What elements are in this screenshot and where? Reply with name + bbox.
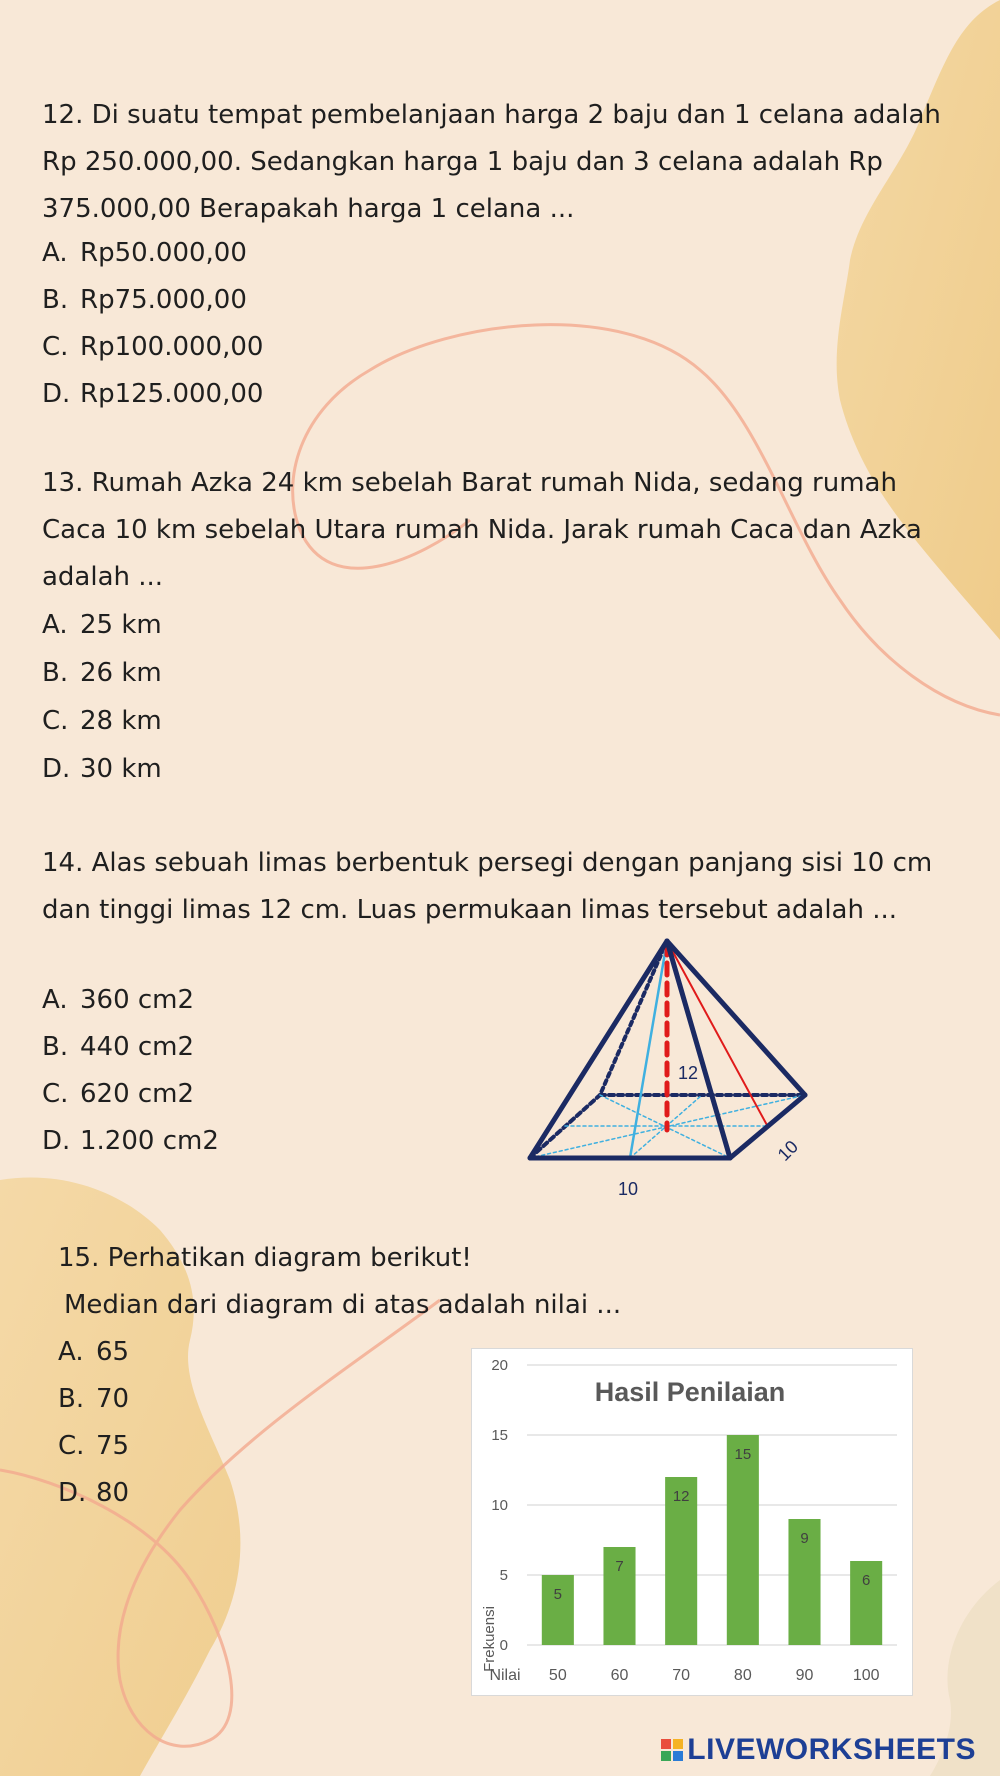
height-label: 12	[678, 1063, 699, 1083]
x-tick-label: 90	[795, 1667, 814, 1684]
option-text: 28 km	[80, 706, 162, 736]
option-letter: B.	[42, 658, 69, 688]
option-letter: C.	[42, 332, 69, 362]
side-right-label: 10	[773, 1136, 802, 1165]
question-14-option-c[interactable]	[42, 1071, 194, 1118]
option-letter: C.	[42, 1079, 69, 1109]
option-text: Rp75.000,00	[80, 285, 247, 315]
option-letter: C.	[42, 706, 69, 736]
x-tick-label: 50	[548, 1667, 567, 1684]
option-text: 70	[96, 1384, 130, 1414]
option-letter: A.	[42, 610, 68, 640]
bar-value-label: 6	[861, 1572, 871, 1589]
option-text: 620 cm2	[80, 1079, 195, 1109]
question-14-text: 14. Alas sebuah limas berbentuk persegi dengan panjang sisi 10 cm dan tinggi limas 12 cm. Luas permukaan limas tersebut adalah ...	[42, 848, 933, 925]
y-tick-label: 20	[491, 1357, 508, 1374]
option-text: 75	[96, 1431, 130, 1461]
option-letter: D.	[42, 754, 71, 784]
option-text: Rp50.000,00	[80, 238, 247, 268]
question-15-subtext: Median dari diagram di atas adalah nilai ...	[64, 1290, 622, 1320]
option-letter: B.	[58, 1384, 85, 1414]
question-15-option-a[interactable]	[58, 1329, 129, 1376]
option-text: 26 km	[80, 658, 162, 688]
option-text: Rp125.000,00	[80, 379, 264, 409]
option-letter: B.	[42, 1032, 69, 1062]
option-letter: D.	[58, 1478, 87, 1508]
bar-value-label: 12	[672, 1488, 690, 1505]
question-14-option-b[interactable]	[42, 1024, 194, 1071]
option-text: 1.200 cm2	[80, 1126, 219, 1156]
question-12-option-c[interactable]	[42, 324, 263, 371]
question-12-option-a[interactable]	[42, 230, 247, 277]
question-12-option-b[interactable]	[42, 277, 247, 324]
option-text: 360 cm2	[80, 985, 195, 1015]
pyramid-figure	[520, 935, 820, 1200]
logo-text: LIVEWORKSHEETS	[687, 1733, 976, 1766]
x-axis-label: Nilai	[489, 1667, 521, 1684]
liveworksheets-logo[interactable]	[661, 1732, 976, 1768]
option-text: 440 cm2	[80, 1032, 195, 1062]
option-text: 65	[96, 1337, 130, 1367]
question-13-text: 13. Rumah Azka 24 km sebelah Barat rumah Nida, sedang rumah Caca 10 km sebelah Utara rumah Nida. Jarak rumah Caca dan Azka adalah ...	[42, 468, 922, 592]
bar-80	[727, 1435, 759, 1645]
option-letter: A.	[42, 985, 68, 1015]
option-text: Rp100.000,00	[80, 332, 264, 362]
question-15-option-d[interactable]	[58, 1470, 129, 1517]
option-letter: C.	[58, 1431, 85, 1461]
y-tick-label: 10	[491, 1497, 508, 1514]
apex-back-edge	[600, 941, 667, 1095]
question-15-text: 15. Perhatikan diagram berikut!	[58, 1243, 472, 1273]
y-tick-label: 0	[499, 1637, 508, 1654]
x-tick-label: 60	[610, 1667, 629, 1684]
option-letter: A.	[58, 1337, 84, 1367]
question-13-option-a[interactable]	[42, 602, 162, 649]
question-13-option-d[interactable]	[42, 746, 162, 793]
x-tick-label: 70	[672, 1667, 691, 1684]
bar-value-label: 9	[800, 1530, 809, 1547]
y-axis-label: Frekuensi	[481, 1606, 498, 1672]
option-text: 30 km	[80, 754, 162, 784]
option-text: 25 km	[80, 610, 162, 640]
option-letter: A.	[42, 238, 68, 268]
bar-chart	[471, 1348, 913, 1696]
chart-canvas	[472, 1349, 912, 1695]
question-13-option-c[interactable]	[42, 698, 162, 745]
question-14-option-a[interactable]	[42, 977, 194, 1024]
bar-value-label: 7	[615, 1558, 624, 1575]
x-tick-label: 80	[733, 1667, 752, 1684]
question-15-option-c[interactable]	[58, 1423, 129, 1470]
option-letter: B.	[42, 285, 69, 315]
bar-value-label: 5	[553, 1586, 563, 1603]
question-15-option-b[interactable]	[58, 1376, 129, 1423]
question-12-text: 12. Di suatu tempat pembelanjaan harga 2 baju dan 1 celana adalah Rp 250.000,00. Sedangkan harga 1 baju dan 3 celana adalah Rp 375.000,00 Berapakah harga 1 celana ...	[42, 100, 941, 224]
option-letter: D.	[42, 1126, 71, 1156]
option-text: 80	[96, 1478, 130, 1508]
option-letter: D.	[42, 379, 71, 409]
x-tick-label: 100	[852, 1667, 880, 1684]
question-13-option-b[interactable]	[42, 650, 162, 697]
question-14-option-d[interactable]	[42, 1118, 219, 1165]
side-bottom-label: 10	[618, 1179, 639, 1199]
y-tick-label: 15	[491, 1427, 508, 1444]
logo-icon	[661, 1739, 683, 1761]
bar-value-label: 15	[734, 1446, 752, 1463]
y-tick-label: 5	[499, 1567, 508, 1584]
chart-title: Hasil Penilaian	[594, 1377, 786, 1407]
question-12-option-d[interactable]	[42, 371, 263, 418]
